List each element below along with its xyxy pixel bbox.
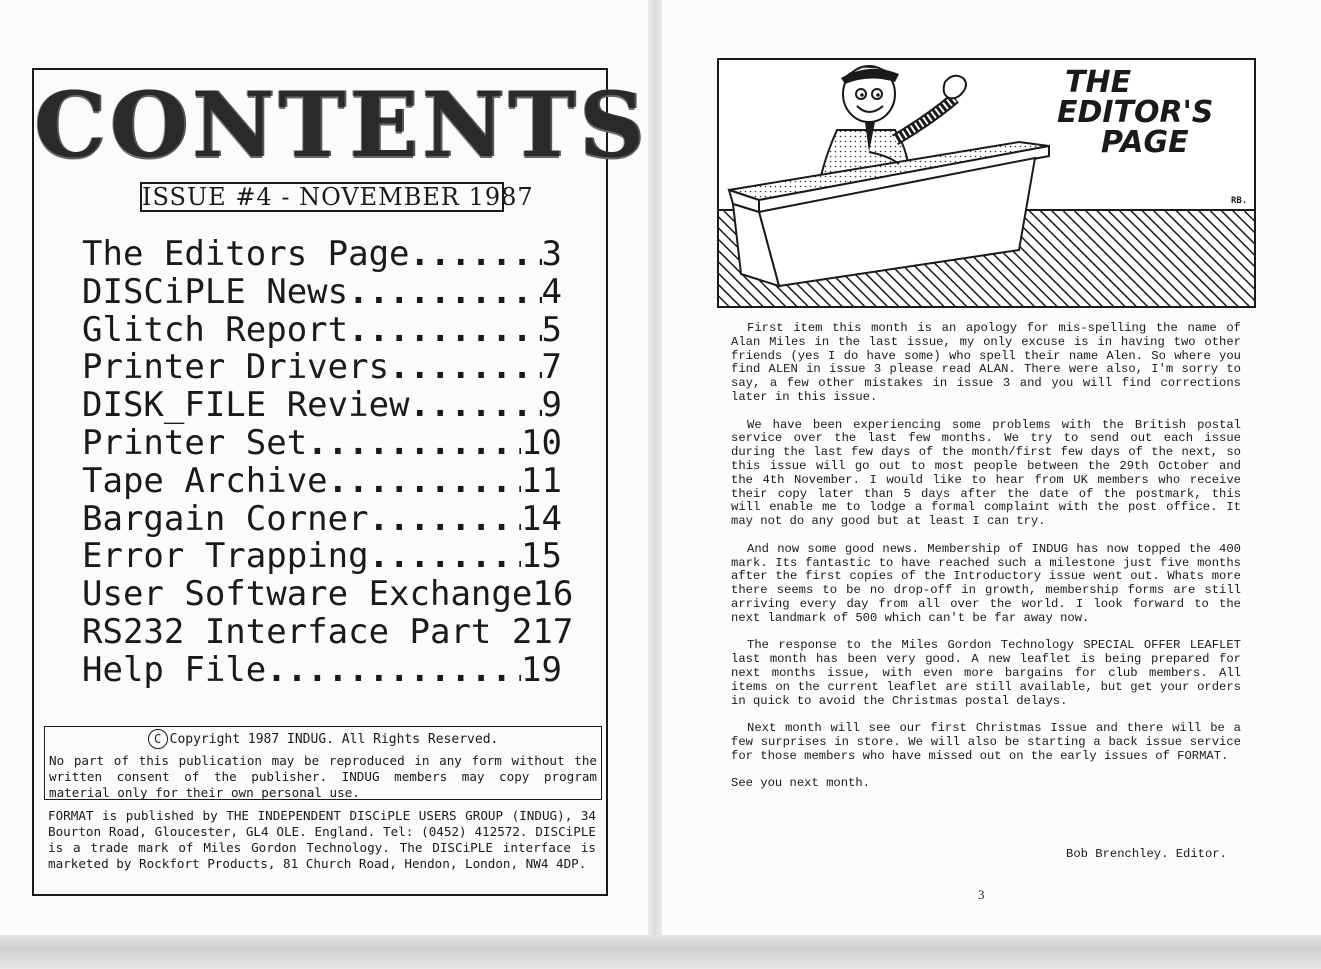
toc-entry-page: 5 [541, 309, 562, 350]
cartoon-title-line: PAGE [1101, 125, 1189, 160]
copyright-text: Copyright 1987 INDUG. All Rights Reserved. [169, 732, 499, 747]
toc-entry[interactable] [82, 271, 562, 312]
toc-leader-dots [328, 463, 521, 501]
editorial-paragraph: First item this month is an apology for mis-spelling the name of Alan Miles in the last issue, my only excuse is in having two other friends (yes I do have some) who spell their name Alen. So where you find ALEN in issue 3 please read ALAN. There were also, I'm sorry to say, a few other mistakes in issue 3 and you will find corrections later in this issue. [731, 321, 1241, 404]
copyright-line [45, 729, 601, 749]
toc-entry[interactable] [82, 538, 562, 576]
publisher-info: FORMAT is published by THE INDEPENDENT DISCiPLE USERS GROUP (INDUG), 34 Bourton Road, Gloucester, GL4 OLE. England. Tel: (0452) 412572. DISCiPLE is a trade mark of Miles Gordon Technology. The DISCiPLE interface is marketed by Rockfort Products, 81 Church Road, Hendon, London, NW4 4DP. [48, 808, 596, 871]
toc-entry[interactable] [82, 236, 562, 274]
toc-entry-page: 10 [521, 422, 562, 463]
contents-frame [32, 68, 649, 896]
editor-signoff: Bob Brenchley. Editor. [1066, 847, 1227, 861]
toc-leader-dots [369, 501, 521, 539]
cartoon-title-line: THE [1065, 65, 1132, 100]
toc-entry-page: 17 [532, 611, 574, 652]
toc-entry-title: DISCiPLE News [82, 271, 349, 312]
toc-leader-dots [410, 387, 542, 425]
toc-entry-page: 19 [521, 649, 562, 690]
toc-entry-page: 16 [532, 574, 574, 615]
toc-entry-title: Glitch Report [82, 309, 349, 350]
toc-entry[interactable] [82, 611, 574, 652]
toc-leader-dots [348, 312, 541, 350]
toc-leader-dots [266, 652, 521, 690]
toc-entry[interactable] [82, 422, 562, 463]
toc-entry-page: 4 [541, 271, 562, 312]
copyright-notice: No part of this publication may be reproduced in any form without the written consent of the publisher. INDUG members may copy program material only for their own personal use. [49, 753, 597, 800]
toc-entry[interactable] [82, 309, 562, 350]
toc-entry-page: 3 [541, 234, 562, 274]
toc-entry-title: Help File [82, 649, 267, 690]
toc-leader-dots [369, 538, 521, 576]
toc-entry[interactable] [82, 649, 562, 690]
page-number: 3 [978, 887, 985, 902]
cartoon-title-line: EDITOR'S [1057, 95, 1214, 130]
toc-entry-title: User Software Exchange [82, 574, 533, 615]
toc-entry-title: Printer Drivers [82, 347, 390, 388]
book-gutter [648, 0, 662, 940]
toc-leader-dots [307, 425, 521, 463]
closing-line: See you next month. [731, 776, 870, 791]
editorial-text [731, 322, 1241, 805]
toc-leader-dots [348, 274, 541, 312]
toc-leader-dots [410, 236, 542, 274]
toc-entry-page: 11 [521, 460, 562, 501]
waving-hand [944, 76, 966, 99]
toc-entry-title: The Editors Page [82, 234, 410, 274]
toc-entry-title: DISK_FILE Review [82, 385, 410, 426]
artist-signature: RB. [1231, 196, 1248, 206]
editorial-paragraph: Next month will see our first Christmas Issue and there will be a few surprises in store. We will also be starting a back issue service for those members who have missed out on the early issues of FORMAT. [731, 721, 1241, 763]
editorial-paragraph: We have been experiencing some problems with the British postal service over the last few months. We try to send out each issue during the last few days of the month/first few days of the next, so this issue will go out to most people between the 29th October and the 4th November. I would like to hear from UK members who receive their copy later than 5 days after the date of the postmark, this will enable me to lodge a formal complaint with the post office. It may not do any good but at least I can try. [731, 417, 1241, 529]
toc-entry[interactable] [82, 574, 574, 615]
toc-leader-dots [389, 349, 541, 387]
toc-entry[interactable] [82, 498, 562, 539]
toc-entry[interactable] [82, 387, 562, 425]
table-of-contents [82, 234, 574, 690]
toc-entry-page: 9 [541, 385, 562, 426]
contents-heading: CONTENTS [34, 72, 649, 178]
toc-entry-title: RS232 Interface Part 2 [82, 611, 533, 652]
copyright-icon: C [148, 729, 168, 749]
editorial-paragraph: And now some good news. Membership of INDUG has now topped the 400 mark. Its fantastic to have reached such a milestone just five months after the first copies of the Introductory issue went out. Whats more there seems to be no drop-off in growth, membership forms are still arriving every day from all over the world. I look forward to the next landmark of 500 which can't be far away now. [731, 541, 1241, 625]
toc-entry-page: 14 [521, 498, 562, 539]
copyright-box [44, 726, 602, 800]
issue-label: ISSUE #4 - NOVEMBER 1987 [142, 183, 534, 211]
toc-entry-title: Error Trapping [82, 536, 369, 577]
editor-cartoon [717, 58, 1256, 308]
editors-page-title [1057, 65, 1214, 160]
editorial-paragraph: The response to the Miles Gordon Technology SPECIAL OFFER LEAFLET last month has been very good. A new leaflet is being prepared for next months issue, with even more bargains for club members. All items on the current leaflet are still available, but get your orders in quick to avoid the Christmas postal delays. [731, 638, 1241, 708]
toc-entry[interactable] [82, 460, 562, 501]
toc-entry-page: 15 [521, 536, 562, 577]
page-bottom-edge [0, 935, 1321, 969]
toc-entry-title: Tape Archive [82, 460, 328, 501]
toc-entry-page: 7 [541, 347, 562, 388]
toc-entry-title: Bargain Corner [82, 498, 369, 539]
toc-entry[interactable] [82, 349, 562, 387]
toc-entry-title: Printer Set [82, 422, 308, 463]
